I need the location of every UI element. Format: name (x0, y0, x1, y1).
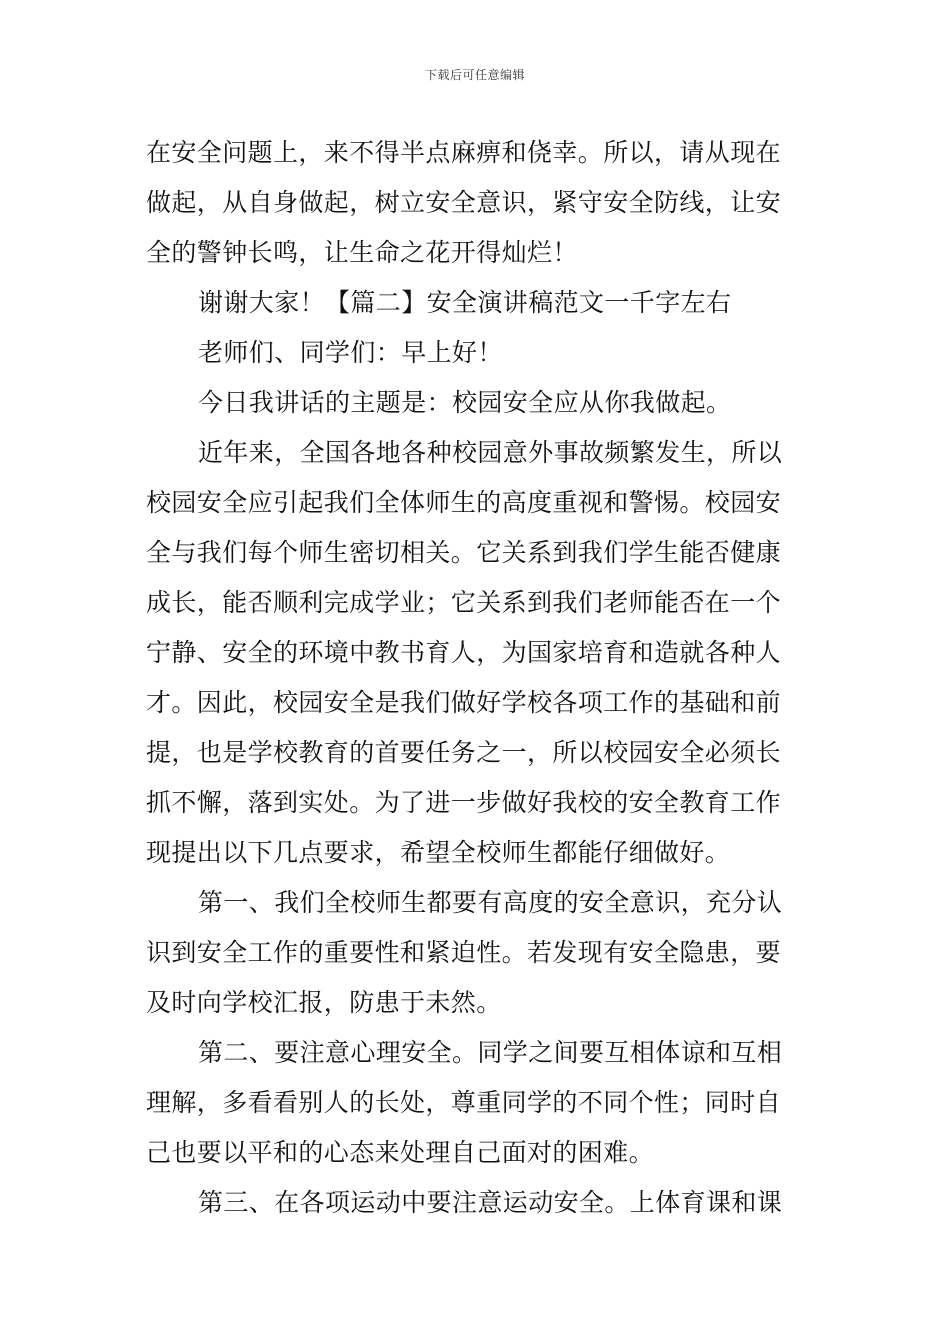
text-line: 及时向学校汇报，防患于未然。 (146, 988, 502, 1017)
text-line: 抓不懈，落到实处。为了进一步做好我校的安全教育工作 (146, 788, 782, 817)
document-body (146, 128, 810, 1228)
text-line: 理解，多看看别人的长处，尊重同学的不同个性；同时自 (146, 1088, 782, 1117)
text-line: 才。因此，校园安全是我们做好学校各项工作的基础和前 (146, 688, 782, 717)
text-line: 宁静、安全的环境中教书育人，为国家培育和造就各种人 (146, 638, 782, 667)
text-line: 第三、在各项运动中要注意运动安全。上体育课和课 (198, 1188, 783, 1217)
text-line: 近年来，全国各地各种校园意外事故频繁发生，所以 (198, 438, 783, 467)
text-line: 提，也是学校教育的首要任务之一，所以校园安全必须长 (146, 738, 782, 767)
text-line: 第二、要注意心理安全。同学之间要互相体谅和互相 (198, 1038, 783, 1067)
text-line: 谢谢大家！【篇二】安全演讲稿范文一千字左右 (198, 288, 732, 317)
text-line: 做起，从自身做起，树立安全意识，紧守安全防线，让安 (146, 188, 782, 217)
text-line: 全与我们每个师生密切相关。它关系到我们学生能否健康 (146, 538, 782, 567)
text-line: 在安全问题上，来不得半点麻痹和侥幸。所以，请从现在 (146, 138, 782, 167)
text-line: 己也要以平和的心态来处理自己面对的困难。 (146, 1138, 655, 1167)
text-line: 今日我讲话的主题是：校园安全应从你我做起。 (198, 388, 732, 417)
text-line: 全的警钟长鸣，让生命之花开得灿烂！ (146, 238, 578, 267)
text-line: 现提出以下几点要求，希望全校师生都能仔细做好。 (146, 838, 731, 867)
text-line: 老师们、同学们：早上好！ (198, 338, 503, 367)
text-line: 第一、我们全校师生都要有高度的安全意识，充分认 (198, 888, 783, 917)
text-line: 校园安全应引起我们全体师生的高度重视和警惕。校园安 (146, 488, 782, 517)
text-line: 成长，能否顺利完成学业；它关系到我们老师能否在一个 (146, 588, 782, 617)
page-header: 下载后可任意编辑 (424, 68, 525, 82)
text-line: 识到安全工作的重要性和紧迫性。若发现有安全隐患，要 (146, 938, 782, 967)
